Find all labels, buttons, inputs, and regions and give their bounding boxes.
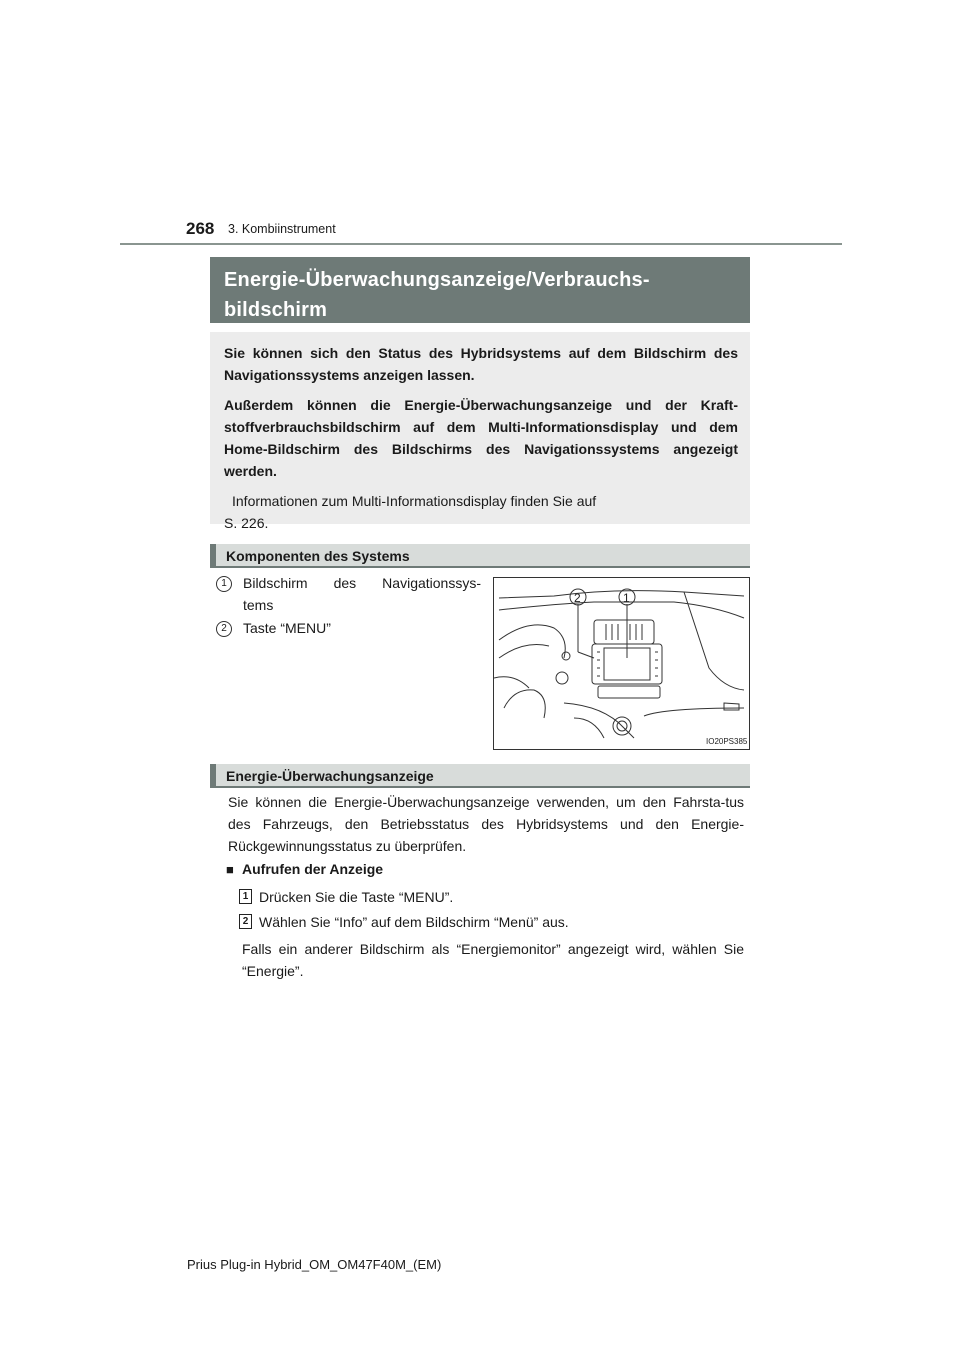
intro-paragraph-3-line-1: Informationen zum Multi-Informationsdisplay finden Sie auf — [232, 493, 597, 509]
chapter-title: 3. Kombiinstrument — [228, 222, 336, 236]
intro-box — [210, 332, 750, 531]
component-number-1: 1 — [216, 576, 232, 592]
component-item-1-line-2: tems — [243, 597, 274, 613]
intro-paragraph-1: Sie können sich den Status des Hybridsystems auf dem Bildschirm des Navigationssystems anzeigen lassen. — [224, 345, 738, 383]
dashboard-drawing — [494, 578, 749, 749]
step-2-text: Wählen Sie “Info” auf dem Bildschirm “Menü” aus. — [259, 914, 569, 930]
figure-code: IO20PS385 — [706, 737, 748, 746]
intro-paragraph-2: Außerdem können die Energie-Überwachungsanzeige und der Kraft-stoffverbrauchsbildschirm auf dem Multi-Informationsdisplay und dem Home-Bildschirm des Bildschirms des Navigationssystems angezeigt werden. — [224, 397, 738, 479]
energy-note: Falls ein anderer Bildschirm als “Energiemonitor” angezeigt wird, wählen Sie “Energie”. — [242, 941, 744, 979]
subheading-open-display: Aufrufen der Anzeige — [242, 861, 384, 877]
step-number-1: 1 — [239, 889, 252, 904]
step-number-2: 2 — [239, 914, 252, 929]
figure-callout-1: 1 — [623, 591, 630, 605]
section-title-line-2: bildschirm — [224, 299, 328, 321]
component-item-1 — [243, 572, 481, 616]
energy-description: Sie können die Energie-Überwachungsanzeige verwenden, um den Fahrsta-tus des Fahrzeugs, den Betriebsstatus des Hybridsystems und den Energie-Rückgewinnungsstatus zu überprüfen. — [228, 794, 744, 854]
intro-paragraph-3 — [224, 490, 738, 534]
page-reference-link[interactable]: S. 226. — [224, 515, 269, 531]
component-number-2: 2 — [216, 621, 232, 637]
section-title — [210, 257, 750, 323]
step-1-text: Drücken Sie die Taste “MENU”. — [259, 889, 454, 905]
component-item-1-line-1: Bildschirm des Navigationssys- — [243, 575, 481, 591]
section-title-line-1: Energie-Überwachungsanzeige/Verbrauchs- — [224, 269, 650, 291]
page-number: 268 — [186, 219, 215, 238]
footer-document-id: Prius Plug-in Hybrid_OM_OM47F40M_(EM) — [187, 1257, 442, 1272]
figure-callout-2: 2 — [574, 591, 581, 605]
energy-monitor-heading: Energie-Überwachungsanzeige — [210, 764, 750, 788]
component-item-2: Taste “MENU” — [243, 620, 331, 636]
subheading-bullet-icon: ■ — [226, 862, 234, 877]
components-heading: Komponenten des Systems — [210, 544, 750, 568]
header-divider — [120, 243, 842, 245]
dashboard-illustration — [493, 577, 750, 750]
